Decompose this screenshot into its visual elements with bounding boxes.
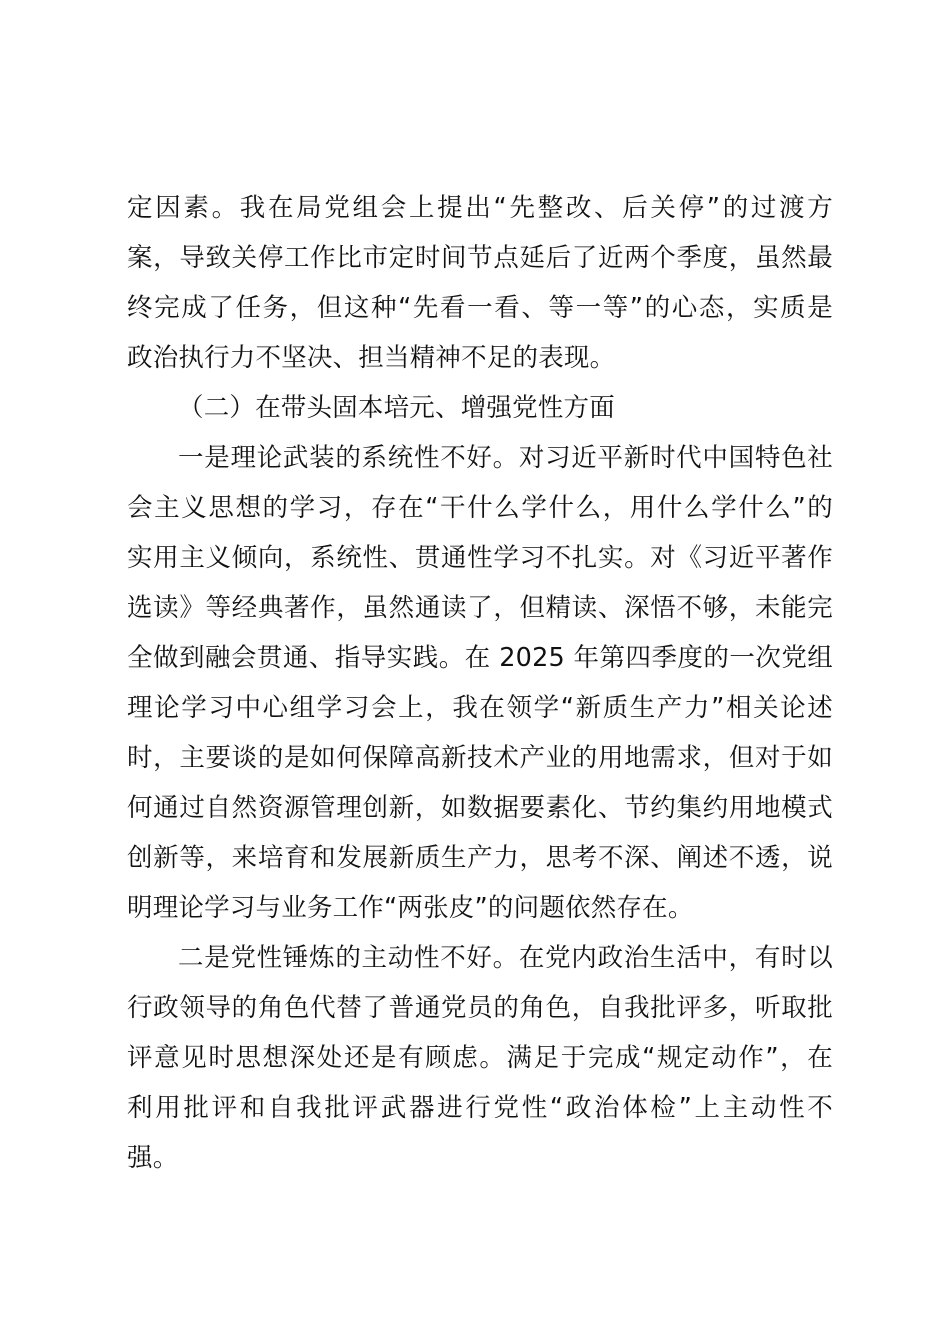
- section-heading-text: （二）在带头固本培元、增强党性方面: [178, 393, 615, 423]
- section-heading: [127, 383, 833, 433]
- text-line: 会主义思想的学习，存在“干什么学什么，用什么学什么”的: [127, 493, 833, 523]
- text-line: 案，导致关停工作比市定时间节点延后了近两个季度，虽然最: [127, 243, 833, 273]
- text-line: 利用批评和自我批评武器进行党性“政治体检”上主动性不: [127, 1093, 833, 1123]
- paragraph-theory-study: [127, 433, 833, 933]
- text-line: 创新等，来培育和发展新质生产力，思考不深、阐述不透，说: [127, 843, 833, 873]
- text-line: 强。: [127, 1143, 179, 1173]
- text-line: 明理论学习与业务工作“两张皮”的问题依然存在。: [127, 893, 694, 923]
- text-line: 时，主要谈的是如何保障高新技术产业的用地需求，但对于如: [127, 743, 833, 773]
- text-line: 实用主义倾向，系统性、贯通性学习不扎实。对《习近平著作: [127, 543, 833, 573]
- paragraph-continuation: [127, 183, 833, 383]
- text-line: 终完成了任务，但这种“先看一看、等一等”的心态，实质是: [127, 293, 833, 323]
- text-line: 政治执行力不坚决、担当精神不足的表现。: [127, 343, 616, 373]
- text-line: 全做到融会贯通、指导实践。在 2025 年第四季度的一次党组: [127, 643, 833, 673]
- paragraph-party-spirit: [127, 933, 833, 1183]
- text-line: 定因素。我在局党组会上提出“先整改、后关停”的过渡方: [127, 193, 833, 223]
- text-line: 选读》等经典著作，虽然通读了，但精读、深悟不够，未能完: [127, 593, 833, 623]
- document-body: [127, 183, 833, 1183]
- text-line: 理论学习中心组学习会上，我在领学“新质生产力”相关论述: [127, 693, 833, 723]
- text-line: 一是理论武装的系统性不好。对习近平新时代中国特色社: [178, 443, 833, 473]
- text-line: 评意见时思想深处还是有顾虑。满足于完成“规定动作”，在: [127, 1043, 833, 1073]
- text-line: 二是党性锤炼的主动性不好。在党内政治生活中，有时以: [178, 943, 833, 973]
- text-line: 何通过自然资源管理创新，如数据要素化、节约集约用地模式: [127, 793, 833, 823]
- text-line: 行政领导的角色代替了普通党员的角色，自我批评多，听取批: [127, 993, 833, 1023]
